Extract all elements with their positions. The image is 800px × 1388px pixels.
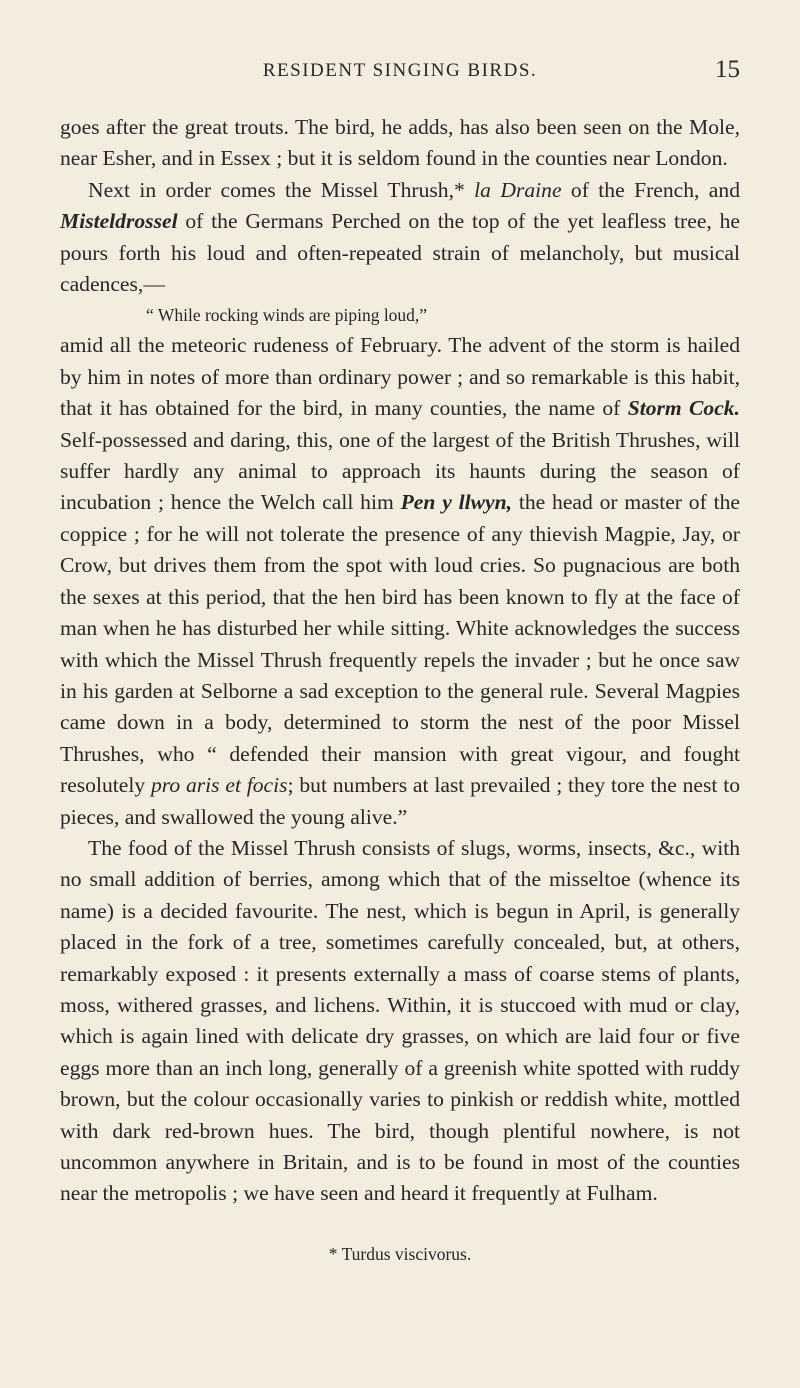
paragraph-3-italic-pro-aris: pro aris et focis	[150, 773, 288, 798]
paragraph-3-text-a: amid all the meteoric rudeness of February. The advent of the storm is hailed by him in notes of more than ordinary power ; and so remarkable is this habit, that it has obtained for the bird, in many counties, the name of	[60, 333, 740, 421]
paragraph-1: goes after the great trouts. The bird, he adds, has also been seen on the Mole, near Esher, and in Essex ; but it is seldom found in the counties near London.	[60, 115, 740, 171]
paragraph-2-text-a: Next in order comes the Missel Thrush,*	[88, 177, 465, 202]
paragraph-3-italic-pen-y-llwyn: Pen y llwyn,	[400, 490, 513, 515]
verse-quote: “ While rocking winds are piping loud,”	[146, 305, 428, 326]
paragraph-2-text-e: of the Germans Perched on the top of the yet leafless tree, he pours forth his loud and often-repeated strain of melancholy, but musical cadences,—	[60, 209, 740, 297]
paragraph-2-text-c: of the French, and	[570, 177, 740, 202]
page-header	[0, 56, 800, 90]
paragraph-3-italic-storm-cock: Storm Cock.	[627, 396, 740, 421]
footnote: * Turdus viscivorus.	[328, 1244, 472, 1264]
paragraph-3	[60, 330, 740, 833]
paragraph-4: The food of the Missel Thrush consists of slugs, worms, insects, &c., with no small addition of berries, among which that of the misseltoe (whence its name) is a decided favourite. The nest, which is begun in April, is generally placed in the fork of a tree, sometimes carefully concealed, but, at others, remarkably exposed : it presents externally a mass of coarse stems of plants, moss, withered grasses, and lichens. Within, it is stuccoed with mud or clay, which is again lined with delicate dry grasses, on which are laid four or five eggs more than an inch long, generally of a greenish white spotted with ruddy brown, but the colour occasionally varies to pinkish or reddish white, mottled with dark red-brown hues. The bird, though plentiful nowhere, is not uncommon anywhere in Britain, and is to be found in most of the counties near the metropolis ; we have seen and heard it frequently at Fulham.	[60, 835, 740, 1206]
paragraph-2	[60, 175, 740, 301]
paragraph-3-text-c: Self-possessed and daring, this, one of the largest of the British Thrushes, will suffer hardly any animal to approach its haunts during the season of incubation ; hence the Welch call him	[60, 427, 740, 515]
paragraph-2-italic-misteldrossel: Misteldrossel	[60, 209, 178, 234]
paragraph-2-italic-la-draine: la Draine	[474, 177, 562, 202]
page-number: 15	[715, 56, 740, 83]
paragraph-3-text-g: ; but numbers at last prevailed ; they tore the nest to pieces, and swallowed the young alive.”	[60, 773, 740, 829]
running-title: RESIDENT SINGING BIRDS.	[262, 60, 538, 81]
body-text	[60, 112, 740, 1210]
paragraph-3-text-e: the head or master of the coppice ; for he will not tolerate the presence of any thievish Magpie, Jay, or Crow, but drives them from the spot with loud cries. So pugnacious are both the sexes at this period, that the hen bird has been known to fly at the face of man when he has disturbed her while sitting. White acknowledges the success with which the Missel Thrush frequently repels the invader ; but he once saw in his garden at Selborne a sad exception to the general rule. Several Magpies came down in a body, determined to storm the nest of the poor Missel Thrushes, who “ defended their mansion with great vigour, and fought resolutely	[60, 490, 740, 798]
